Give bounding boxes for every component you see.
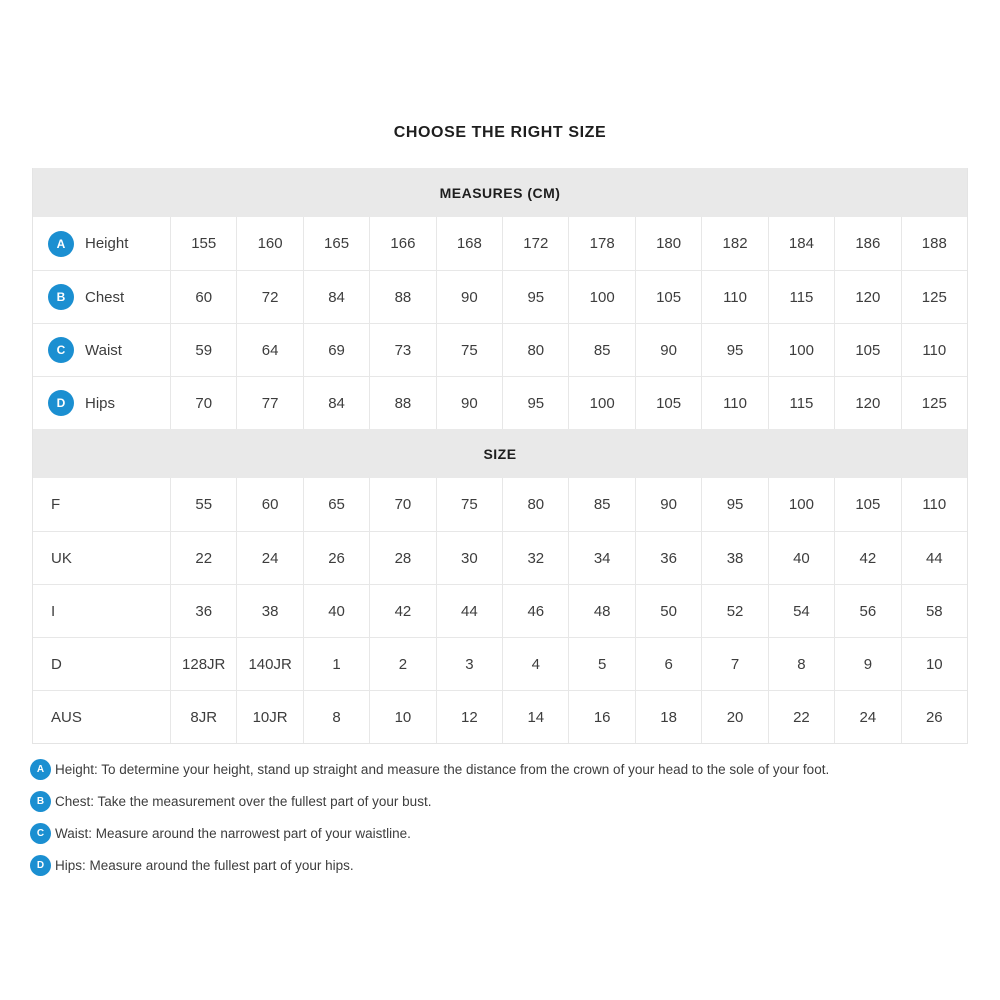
value-cell: 52 [701, 585, 767, 637]
value-cell: 64 [236, 324, 302, 376]
measures-section-header: MEASURES (CM) [33, 168, 967, 217]
row-label-cell [33, 585, 170, 637]
value-cell: 2 [369, 638, 435, 690]
table-row [33, 637, 967, 690]
page-title: CHOOSE THE RIGHT SIZE [393, 124, 607, 141]
letter-badge: C [30, 823, 51, 844]
value-cell: 44 [901, 532, 967, 584]
value-cell: 65 [303, 478, 369, 531]
note-text: Waist: Measure around the narrowest part of your waistline. [55, 826, 411, 841]
row-label-cell [33, 478, 170, 531]
row-label-cell [33, 691, 170, 743]
value-cell: 24 [834, 691, 900, 743]
value-cell: 34 [568, 532, 634, 584]
value-cell: 16 [568, 691, 634, 743]
value-cell: 88 [369, 271, 435, 323]
value-cell: 105 [635, 271, 701, 323]
value-cell: 36 [170, 585, 236, 637]
value-cell: 90 [436, 377, 502, 429]
value-cell: 95 [502, 271, 568, 323]
value-cell: 128JR [170, 638, 236, 690]
value-cell: 40 [768, 532, 834, 584]
note-line [30, 823, 975, 844]
row-label-cell [33, 377, 170, 429]
value-cell: 72 [236, 271, 302, 323]
value-cell: 110 [701, 271, 767, 323]
table-row [33, 217, 967, 270]
row-label: AUS [51, 708, 82, 726]
value-cell: 115 [768, 271, 834, 323]
value-cell: 5 [568, 638, 634, 690]
value-cell: 48 [568, 585, 634, 637]
value-cell: 75 [436, 324, 502, 376]
value-cell: 105 [635, 377, 701, 429]
value-cell: 100 [568, 271, 634, 323]
value-cell: 10JR [236, 691, 302, 743]
note-line [30, 759, 975, 780]
letter-badge: A [30, 759, 51, 780]
value-cell: 38 [701, 532, 767, 584]
value-cell: 24 [236, 532, 302, 584]
value-cell: 30 [436, 532, 502, 584]
value-cell: 168 [436, 217, 502, 270]
letter-badge: B [30, 791, 51, 812]
value-cell: 90 [635, 324, 701, 376]
value-cell: 186 [834, 217, 900, 270]
value-cell: 120 [834, 377, 900, 429]
table-row [33, 478, 967, 531]
value-cell: 50 [635, 585, 701, 637]
row-label: I [51, 602, 56, 620]
value-cell: 172 [502, 217, 568, 270]
value-cell: 60 [236, 478, 302, 531]
value-cell: 69 [303, 324, 369, 376]
value-cell: 184 [768, 217, 834, 270]
letter-badge: D [48, 390, 74, 416]
value-cell: 110 [901, 478, 967, 531]
value-cell: 3 [436, 638, 502, 690]
value-cell: 110 [901, 324, 967, 376]
value-cell: 88 [369, 377, 435, 429]
value-cell: 38 [236, 585, 302, 637]
row-label: F [51, 496, 61, 513]
value-cell: 28 [369, 532, 435, 584]
value-cell: 182 [701, 217, 767, 270]
table-row [33, 376, 967, 429]
value-cell: 95 [701, 324, 767, 376]
row-label: D [51, 655, 62, 673]
value-cell: 125 [901, 377, 967, 429]
table-row [33, 323, 967, 376]
value-cell: 18 [635, 691, 701, 743]
value-cell: 10 [901, 638, 967, 690]
value-cell: 8JR [170, 691, 236, 743]
row-label: Hips [85, 394, 116, 412]
size-chart-table [32, 168, 968, 744]
value-cell: 59 [170, 324, 236, 376]
value-cell: 40 [303, 585, 369, 637]
value-cell: 26 [303, 532, 369, 584]
value-cell: 70 [369, 478, 435, 531]
value-cell: 95 [502, 377, 568, 429]
value-cell: 84 [303, 271, 369, 323]
value-cell: 36 [635, 532, 701, 584]
value-cell: 6 [635, 638, 701, 690]
value-cell: 160 [236, 217, 302, 270]
value-cell: 77 [236, 377, 302, 429]
value-cell: 46 [502, 585, 568, 637]
value-cell: 26 [901, 691, 967, 743]
value-cell: 125 [901, 271, 967, 323]
value-cell: 20 [701, 691, 767, 743]
value-cell: 55 [170, 478, 236, 531]
value-cell: 178 [568, 217, 634, 270]
value-cell: 8 [768, 638, 834, 690]
row-label-cell [33, 532, 170, 584]
value-cell: 188 [901, 217, 967, 270]
value-cell: 115 [768, 377, 834, 429]
measurement-notes [30, 759, 975, 876]
letter-badge: B [48, 284, 74, 310]
value-cell: 155 [170, 217, 236, 270]
value-cell: 85 [568, 324, 634, 376]
value-cell: 80 [502, 478, 568, 531]
table-row [33, 270, 967, 323]
value-cell: 90 [635, 478, 701, 531]
value-cell: 180 [635, 217, 701, 270]
note-text: Height: To determine your height, stand up straight and measure the distance from the crown of your head to the sole of your foot. [55, 762, 830, 777]
size-section-header: SIZE [33, 429, 967, 478]
row-label: Chest [85, 288, 125, 306]
value-cell: 100 [768, 478, 834, 531]
value-cell: 22 [768, 691, 834, 743]
value-cell: 80 [502, 324, 568, 376]
value-cell: 42 [834, 532, 900, 584]
row-label-cell [33, 271, 170, 323]
table-row [33, 531, 967, 584]
value-cell: 105 [834, 324, 900, 376]
letter-badge: A [48, 231, 74, 257]
value-cell: 4 [502, 638, 568, 690]
value-cell: 8 [303, 691, 369, 743]
value-cell: 100 [568, 377, 634, 429]
row-label-cell [33, 217, 170, 270]
value-cell: 73 [369, 324, 435, 376]
value-cell: 110 [701, 377, 767, 429]
value-cell: 44 [436, 585, 502, 637]
value-cell: 165 [303, 217, 369, 270]
row-label: UK [51, 549, 72, 567]
measures-rows [33, 217, 967, 429]
note-line [30, 791, 975, 812]
row-label-cell [33, 638, 170, 690]
row-label: Height [85, 235, 129, 252]
value-cell: 84 [303, 377, 369, 429]
value-cell: 95 [701, 478, 767, 531]
value-cell: 100 [768, 324, 834, 376]
value-cell: 42 [369, 585, 435, 637]
value-cell: 22 [170, 532, 236, 584]
value-cell: 32 [502, 532, 568, 584]
row-label-cell [33, 324, 170, 376]
value-cell: 70 [170, 377, 236, 429]
letter-badge: D [30, 855, 51, 876]
value-cell: 105 [834, 478, 900, 531]
value-cell: 75 [436, 478, 502, 531]
table-row [33, 584, 967, 637]
value-cell: 166 [369, 217, 435, 270]
value-cell: 58 [901, 585, 967, 637]
note-line [30, 855, 975, 876]
value-cell: 90 [436, 271, 502, 323]
value-cell: 10 [369, 691, 435, 743]
note-text: Chest: Take the measurement over the fullest part of your bust. [55, 794, 432, 809]
table-row [33, 690, 967, 743]
value-cell: 60 [170, 271, 236, 323]
value-cell: 7 [701, 638, 767, 690]
value-cell: 9 [834, 638, 900, 690]
row-label: Waist [85, 341, 122, 359]
letter-badge: C [48, 337, 74, 363]
value-cell: 54 [768, 585, 834, 637]
value-cell: 140JR [236, 638, 302, 690]
value-cell: 85 [568, 478, 634, 531]
value-cell: 12 [436, 691, 502, 743]
note-text: Hips: Measure around the fullest part of your hips. [55, 858, 354, 873]
size-rows [33, 478, 967, 743]
value-cell: 14 [502, 691, 568, 743]
value-cell: 1 [303, 638, 369, 690]
value-cell: 120 [834, 271, 900, 323]
value-cell: 56 [834, 585, 900, 637]
